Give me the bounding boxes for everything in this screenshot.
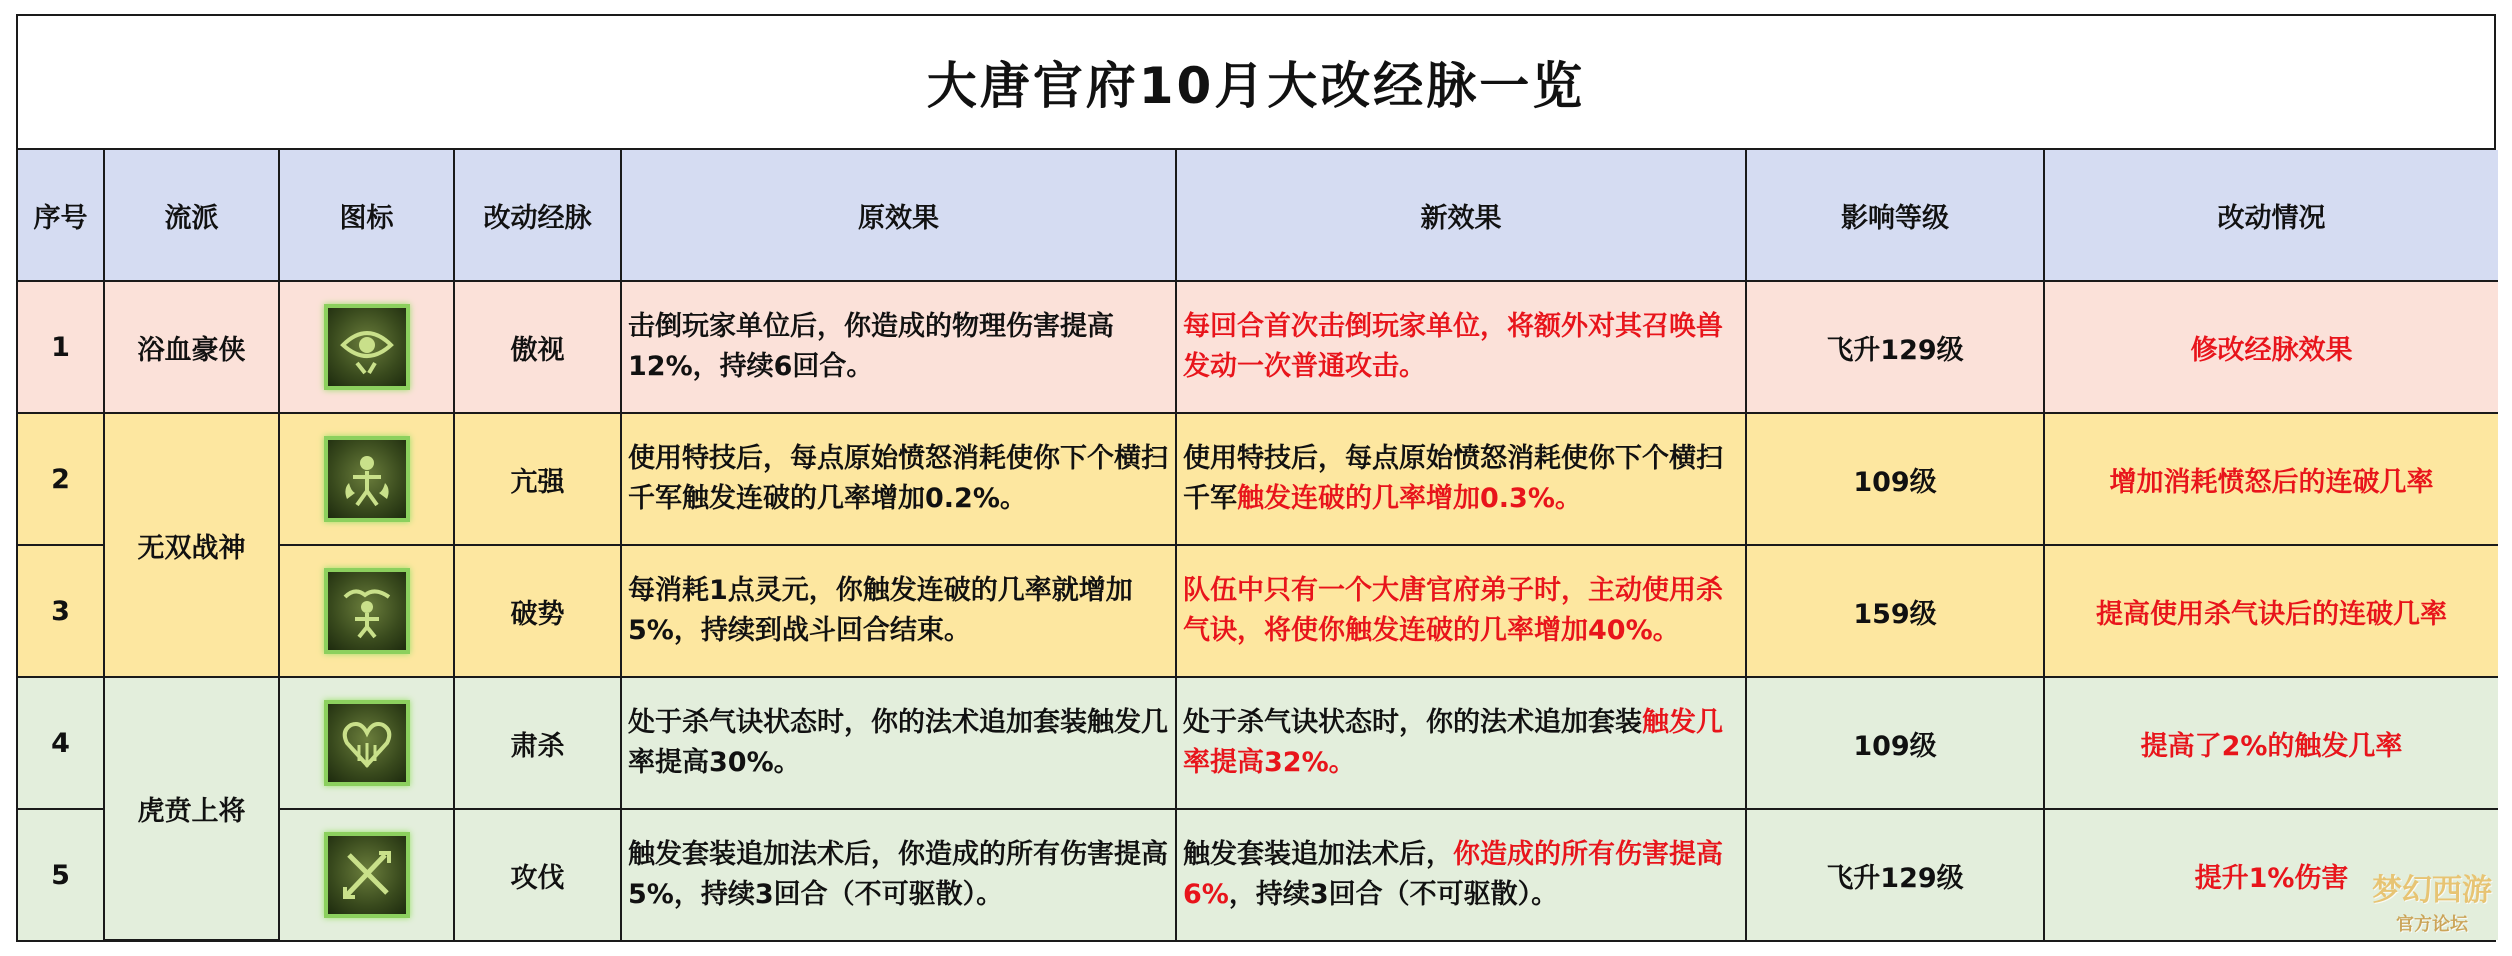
change-table-sheet (16, 14, 2496, 942)
school-name: 浴血豪侠 (104, 281, 279, 413)
meridian-name: 攻伐 (454, 809, 621, 940)
meridian-name: 傲视 (454, 281, 621, 413)
table-row (18, 281, 2498, 413)
header-change: 改动情况 (2044, 150, 2498, 281)
school-name: 无双战神 (104, 413, 279, 677)
eye-glyph-icon (324, 304, 410, 390)
impact-level: 159级 (1746, 545, 2044, 677)
row-index: 2 (18, 413, 104, 545)
page-title: 大唐官府10月大改经脉一览 (18, 16, 2494, 150)
site-watermark-logo: 梦幻西游 官方论坛 (2372, 873, 2492, 935)
old-effect: 每消耗1点灵元，你触发连破的几率就增加5%，持续到战斗回合结束。 (621, 545, 1176, 677)
impact-level: 飞升129级 (1746, 281, 2044, 413)
new-effect: 使用特技后，每点原始愤怒消耗使你下个横扫千军触发连破的几率增加0.3%。 (1176, 413, 1746, 545)
bleeding-heart-icon (324, 700, 410, 786)
table-row (18, 413, 2498, 545)
old-effect: 击倒玩家单位后，你造成的物理伤害提高12%，持续6回合。 (621, 281, 1176, 413)
table-header-row (18, 150, 2498, 281)
header-new-effect: 新效果 (1176, 150, 1746, 281)
old-effect: 处于杀气诀状态时，你的法术追加套装触发几率提高30%。 (621, 677, 1176, 809)
old-effect: 使用特技后，每点原始愤怒消耗使你下个横扫千军触发连破的几率增加0.2%。 (621, 413, 1176, 545)
table-row (18, 809, 2498, 940)
new-effect: 处于杀气诀状态时，你的法术追加套装触发几率提高32%。 (1176, 677, 1746, 809)
header-icon: 图标 (279, 150, 454, 281)
impact-level: 飞升129级 (1746, 809, 2044, 940)
new-effect: 队伍中只有一个大唐官府弟子时，主动使用杀气诀，将使你触发连破的几率增加40%。 (1176, 545, 1746, 677)
meridian-name: 破势 (454, 545, 621, 677)
impact-level: 109级 (1746, 413, 2044, 545)
table-row (18, 545, 2498, 677)
row-index: 4 (18, 677, 104, 809)
row-index: 1 (18, 281, 104, 413)
school-name: 虎贲上将 (104, 677, 279, 940)
change-summary: 提高了2%的触发几率 (2044, 677, 2498, 809)
meridian-name: 亢强 (454, 413, 621, 545)
new-effect: 每回合首次击倒玩家单位，将额外对其召唤兽发动一次普通攻击。 (1176, 281, 1746, 413)
row-index: 3 (18, 545, 104, 677)
impact-level: 109级 (1746, 677, 2044, 809)
change-summary: 提升1%伤害 (2044, 809, 2498, 940)
change-summary: 增加消耗愤怒后的连破几率 (2044, 413, 2498, 545)
row-index: 5 (18, 809, 104, 940)
crossed-blades-icon (324, 832, 410, 918)
header-index: 序号 (18, 150, 104, 281)
old-effect: 触发套装追加法术后，你造成的所有伤害提高5%，持续3回合（不可驱散）。 (621, 809, 1176, 940)
change-summary: 修改经脉效果 (2044, 281, 2498, 413)
header-school: 流派 (104, 150, 279, 281)
change-summary: 提高使用杀气诀后的连破几率 (2044, 545, 2498, 677)
new-effect: 触发套装追加法术后，你造成的所有伤害提高6%，持续3回合（不可驱散）。 (1176, 809, 1746, 940)
meridian-change-table (18, 150, 2498, 941)
header-meridian: 改动经脉 (454, 150, 621, 281)
meridian-name: 肃杀 (454, 677, 621, 809)
table-row (18, 677, 2498, 809)
warrior-stance-icon (324, 568, 410, 654)
header-old-effect: 原效果 (621, 150, 1176, 281)
header-level: 影响等级 (1746, 150, 2044, 281)
flame-figure-icon (324, 436, 410, 522)
